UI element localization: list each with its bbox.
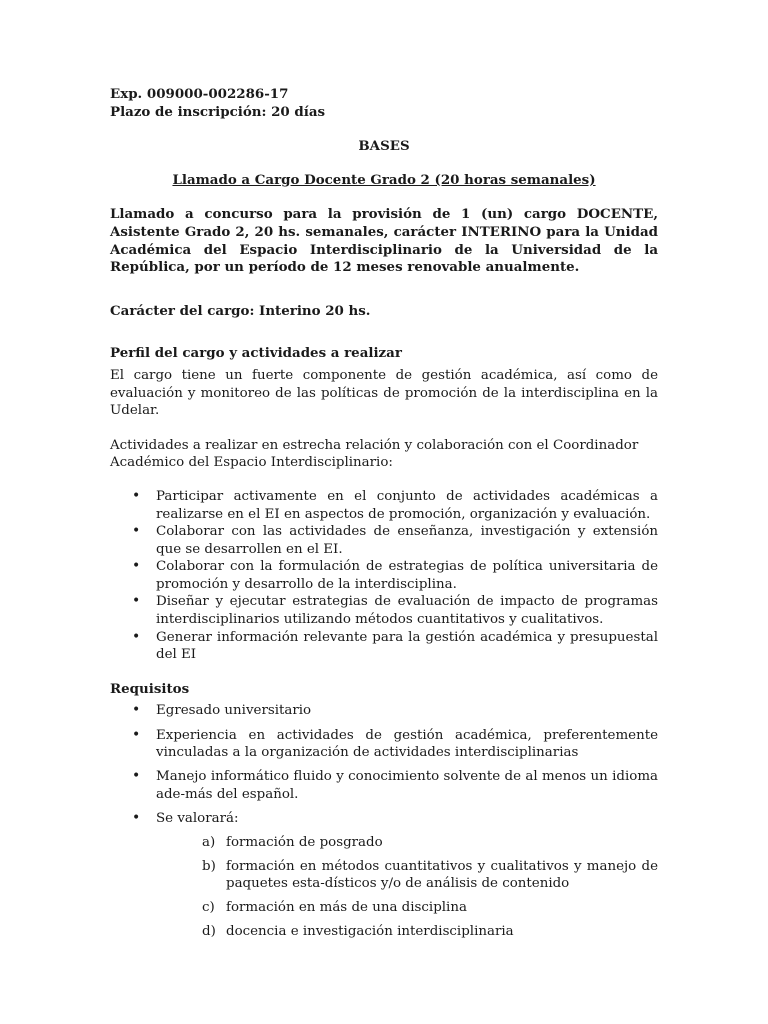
requirement-text: Manejo informático fluido y conocimiento solvente de al menos un idioma ade-más del español.: [156, 769, 658, 802]
call-title-wrapper: [110, 172, 658, 190]
bullet-icon: •: [132, 558, 141, 575]
item-letter: b): [202, 858, 216, 874]
list-item: [110, 593, 658, 628]
requirements-heading: Requisitos: [110, 680, 190, 697]
bullet-icon: •: [132, 702, 141, 719]
list-item: [156, 858, 658, 893]
list-item: [156, 923, 658, 941]
valued-text: formación de posgrado: [226, 834, 383, 850]
list-item: [110, 702, 658, 720]
valued-text: docencia e investigación interdisciplinaria: [226, 924, 514, 940]
activities-intro: [110, 437, 658, 472]
list-item: [110, 810, 658, 941]
list-item: [110, 727, 658, 762]
item-letter: d): [202, 924, 216, 940]
activities-intro-line-1: Actividades a realizar en estrecha relación y colaboración con el Coordinador: [110, 437, 639, 453]
requirements-list: [110, 702, 658, 941]
item-letter: c): [202, 900, 215, 916]
activity-text: Diseñar y ejecutar estrategias de evaluación de impacto de programas interdisciplinarios utilizando métodos cuantitativos y cualitativos.: [156, 594, 658, 628]
item-letter: a): [202, 834, 216, 850]
list-item: [156, 899, 658, 917]
valued-text: formación en más de una disciplina: [226, 900, 467, 916]
activity-text: Participar activamente en el conjunto de actividades académicas a realizarse en el EI en aspectos de promoción, organización y evaluación.: [156, 488, 658, 522]
registration-deadline: Plazo de inscripción: 20 días: [110, 103, 326, 120]
list-item: [110, 768, 658, 803]
bullet-icon: •: [132, 809, 141, 826]
bullet-icon: •: [132, 523, 141, 540]
list-item: [110, 558, 658, 593]
list-item: [110, 629, 658, 664]
profile-heading: Perfil del cargo y actividades a realizar: [110, 345, 402, 362]
requirement-text: Se valorará:: [156, 810, 239, 826]
intro-paragraph: Llamado a concurso para la provisión de 1 (un) cargo DOCENTE, Asistente Grado 2, 20 hs. semanales, carácter INTERINO para la Unidad Académica del Espacio Interdisciplinario de la Universidad de la República, por un período de 12 meses renovable anualmente.: [110, 206, 658, 276]
expediente-number: Exp. 009000-002286-17: [110, 86, 289, 102]
activities-intro-line-2: Académico del Espacio Interdisciplinario:: [110, 455, 393, 471]
bases-title: BASES: [358, 138, 410, 155]
activity-text: Generar información relevante para la gestión académica y presupuestal del EI: [156, 629, 658, 663]
document-page: [110, 86, 658, 947]
position-character: Carácter del cargo: Interino 20 hs.: [110, 302, 371, 319]
activity-text: Colaborar con las actividades de enseñanza, investigación y extensión que se desarrollen en el EI.: [156, 524, 658, 557]
profile-description: El cargo tiene un fuerte componente de gestión académica, así como de evaluación y monitoreo de las políticas de promoción de la interdisciplina en la Udelar.: [110, 367, 658, 419]
bullet-icon: •: [132, 487, 141, 504]
bullet-icon: •: [132, 768, 141, 785]
activities-list: [110, 488, 658, 664]
activity-text: Colaborar con la formulación de estrategias de política universitaria de promoción y desarrollo de la interdisciplina.: [156, 559, 658, 592]
bullet-icon: •: [132, 726, 141, 743]
bullet-icon: •: [132, 593, 141, 610]
list-item: [110, 523, 658, 558]
requirement-text: Experiencia en actividades de gestión académica, preferentemente vinculadas a la organización de actividades interdisciplinarias: [156, 727, 658, 761]
list-item: [156, 834, 658, 852]
bullet-icon: •: [132, 628, 141, 645]
call-title: Llamado a Cargo Docente Grado 2 (20 horas semanales): [172, 171, 596, 188]
list-item: [110, 488, 658, 523]
valued-list: [156, 834, 658, 941]
valued-text: formación en métodos cuantitativos y cualitativos y manejo de paquetes esta-dísticos y/o de análisis de contenido: [226, 858, 658, 892]
requirement-text: Egresado universitario: [156, 703, 312, 719]
